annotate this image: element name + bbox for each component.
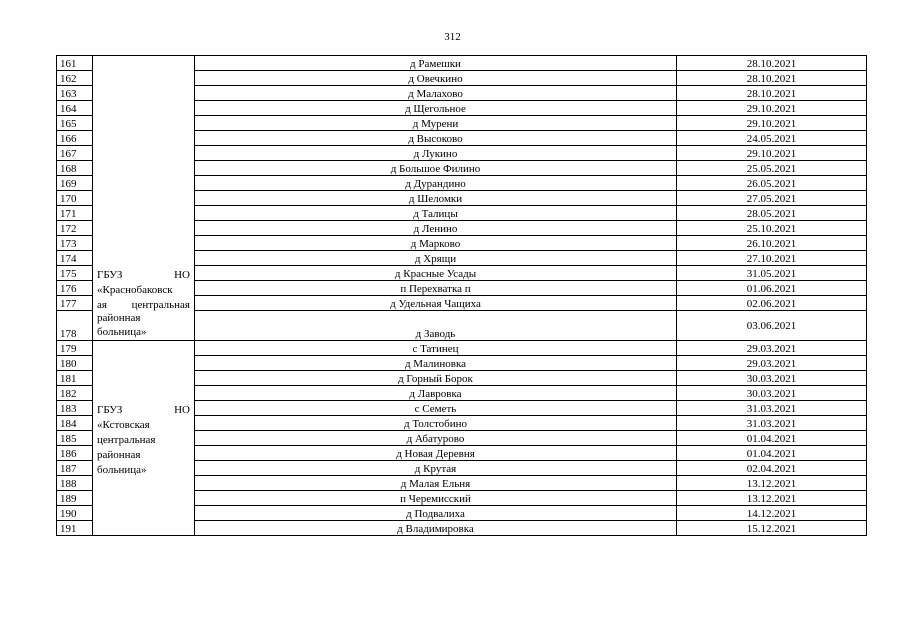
settlement-cell: д Малахово: [195, 86, 677, 101]
organization-line: районная: [97, 311, 141, 324]
row-number-cell: 161: [57, 56, 93, 71]
settlement-cell: д Абатурово: [195, 431, 677, 446]
organization-cell: [93, 56, 195, 71]
table-row: [57, 356, 867, 371]
organization-cell: «Краснобаковск: [93, 281, 195, 296]
organization-cell: [93, 356, 195, 371]
row-number-cell: 186: [57, 446, 93, 461]
table-row: [57, 521, 867, 536]
date-cell: 29.10.2021: [677, 116, 867, 131]
date-cell: 25.05.2021: [677, 161, 867, 176]
organization-cell: [93, 296, 195, 311]
organization-cell: [93, 311, 195, 341]
date-cell: 13.12.2021: [677, 476, 867, 491]
date-cell: 29.03.2021: [677, 356, 867, 371]
organization-word: НО: [174, 403, 190, 416]
settlement-cell: д Владимировка: [195, 521, 677, 536]
organization-cell: [93, 386, 195, 401]
date-cell: 28.10.2021: [677, 71, 867, 86]
date-cell: 13.12.2021: [677, 491, 867, 506]
settlement-cell: п Черемисский: [195, 491, 677, 506]
settlement-cell: д Малиновка: [195, 356, 677, 371]
date-cell: 02.06.2021: [677, 296, 867, 311]
table-row: [57, 191, 867, 206]
organization-cell: [93, 146, 195, 161]
settlement-cell: п Перехватка п: [195, 281, 677, 296]
settlement-cell: д Малая Ельня: [195, 476, 677, 491]
table-row: [57, 71, 867, 86]
table-row: [57, 221, 867, 236]
date-cell: 29.03.2021: [677, 341, 867, 356]
row-number-cell: 182: [57, 386, 93, 401]
organization-word: ая: [97, 298, 107, 311]
page-number: 312: [444, 31, 461, 43]
table-row: [57, 281, 867, 296]
settlement-cell: с Семеть: [195, 401, 677, 416]
row-number-cell: 187: [57, 461, 93, 476]
organization-cell: больница»: [93, 461, 195, 476]
organization-cell: [93, 266, 195, 281]
organization-cell: [93, 161, 195, 176]
row-number-cell: 172: [57, 221, 93, 236]
table-row: [57, 116, 867, 131]
settlement-cell: д Большое Филино: [195, 161, 677, 176]
table-row: [57, 176, 867, 191]
row-number-cell: 163: [57, 86, 93, 101]
settlement-cell: д Горный Борок: [195, 371, 677, 386]
date-cell: 25.10.2021: [677, 221, 867, 236]
settlement-cell: д Заводь: [195, 311, 677, 341]
date-cell: 01.04.2021: [677, 446, 867, 461]
organization-cell: [93, 191, 195, 206]
settlement-cell: д Талицы: [195, 206, 677, 221]
settlement-cell: д Лукино: [195, 146, 677, 161]
row-number-cell: 164: [57, 101, 93, 116]
table-row: [57, 506, 867, 521]
date-cell: 30.03.2021: [677, 386, 867, 401]
date-cell: 31.03.2021: [677, 401, 867, 416]
row-number-cell: 171: [57, 206, 93, 221]
date-cell: 14.12.2021: [677, 506, 867, 521]
table-row: [57, 401, 867, 416]
organization-word: ГБУЗ: [97, 268, 123, 281]
table-row: [57, 476, 867, 491]
row-number-cell: 185: [57, 431, 93, 446]
table-row: [57, 371, 867, 386]
organization-cell: районная: [93, 446, 195, 461]
organization-cell: [93, 521, 195, 536]
date-cell: 28.10.2021: [677, 86, 867, 101]
organization-cell: [93, 116, 195, 131]
organization-line: [97, 269, 190, 281]
settlement-cell: д Рамешки: [195, 56, 677, 71]
row-number-cell: 165: [57, 116, 93, 131]
organization-cell: [93, 71, 195, 86]
organization-word: НО: [174, 268, 190, 281]
table-row: [57, 431, 867, 446]
row-number-cell: 168: [57, 161, 93, 176]
settlement-cell: д Марково: [195, 236, 677, 251]
table-row: [57, 491, 867, 506]
row-number-cell: 189: [57, 491, 93, 506]
date-cell: 29.10.2021: [677, 101, 867, 116]
row-number-cell: 177: [57, 296, 93, 311]
organization-cell: [93, 101, 195, 116]
row-number-cell: 162: [57, 71, 93, 86]
row-number-cell: 176: [57, 281, 93, 296]
date-cell: 31.03.2021: [677, 416, 867, 431]
date-cell: 26.05.2021: [677, 176, 867, 191]
table-row: [57, 86, 867, 101]
date-cell: 15.12.2021: [677, 521, 867, 536]
organization-cell: [93, 206, 195, 221]
organization-cell: [93, 131, 195, 146]
row-number-cell: 169: [57, 176, 93, 191]
settlement-cell: д Ленино: [195, 221, 677, 236]
table-row: [57, 206, 867, 221]
organization-line: больница»: [97, 325, 147, 338]
settlement-cell: д Шеломки: [195, 191, 677, 206]
settlement-cell: д Новая Деревня: [195, 446, 677, 461]
table-row: [57, 131, 867, 146]
settlement-cell: д Лавровка: [195, 386, 677, 401]
settlement-cell: д Овечкино: [195, 71, 677, 86]
row-number-cell: 181: [57, 371, 93, 386]
settlement-cell: д Удельная Чащиха: [195, 296, 677, 311]
organization-cell: [93, 341, 195, 356]
row-number-cell: 179: [57, 341, 93, 356]
date-cell: 03.06.2021: [677, 311, 867, 341]
organization-cell: центральная: [93, 431, 195, 446]
table-row: [57, 236, 867, 251]
organization-cell: [93, 221, 195, 236]
settlement-cell: д Подвалиха: [195, 506, 677, 521]
organization-cell: [93, 251, 195, 266]
organization-line: [97, 299, 190, 311]
settlement-cell: д Высоково: [195, 131, 677, 146]
date-cell: 02.04.2021: [677, 461, 867, 476]
organization-cell: [93, 476, 195, 491]
row-number-cell: 178: [57, 311, 93, 341]
date-cell: 24.05.2021: [677, 131, 867, 146]
table-row: [57, 251, 867, 266]
organization-cell: [93, 506, 195, 521]
date-cell: 30.03.2021: [677, 371, 867, 386]
table-row: [57, 296, 867, 311]
row-number-cell: 173: [57, 236, 93, 251]
settlement-cell: д Дурандино: [195, 176, 677, 191]
date-cell: 01.06.2021: [677, 281, 867, 296]
organization-cell: [93, 236, 195, 251]
organization-word: ГБУЗ: [97, 403, 123, 416]
organization-cell: [93, 176, 195, 191]
table-row: [57, 386, 867, 401]
row-number-cell: 191: [57, 521, 93, 536]
organization-line: [97, 404, 190, 416]
settlement-cell: д Крутая: [195, 461, 677, 476]
settlement-schedule-table: [56, 55, 867, 536]
date-cell: 01.04.2021: [677, 431, 867, 446]
settlement-cell: д Мурени: [195, 116, 677, 131]
settlement-cell: д Толстобино: [195, 416, 677, 431]
row-number-cell: 170: [57, 191, 93, 206]
organization-word: центральная: [131, 298, 190, 311]
table-row: [57, 101, 867, 116]
table-row: [57, 161, 867, 176]
date-cell: 26.10.2021: [677, 236, 867, 251]
table-row: [57, 146, 867, 161]
row-number-cell: 175: [57, 266, 93, 281]
settlement-cell: д Щегольное: [195, 101, 677, 116]
row-number-cell: 190: [57, 506, 93, 521]
row-number-cell: 167: [57, 146, 93, 161]
date-cell: 28.05.2021: [677, 206, 867, 221]
table-row: [57, 446, 867, 461]
table-row: [57, 311, 867, 341]
row-number-cell: 188: [57, 476, 93, 491]
date-cell: 28.10.2021: [677, 56, 867, 71]
date-cell: 27.05.2021: [677, 191, 867, 206]
organization-cell: [93, 491, 195, 506]
table-row: [57, 461, 867, 476]
settlement-cell: д Хрящи: [195, 251, 677, 266]
table-row: [57, 56, 867, 71]
row-number-cell: 166: [57, 131, 93, 146]
table-row: [57, 266, 867, 281]
organization-cell: [93, 371, 195, 386]
table-row: [57, 341, 867, 356]
settlement-cell: д Красные Усады: [195, 266, 677, 281]
row-number-cell: 184: [57, 416, 93, 431]
organization-cell: [93, 401, 195, 416]
table-row: [57, 416, 867, 431]
row-number-cell: 180: [57, 356, 93, 371]
row-number-cell: 183: [57, 401, 93, 416]
date-cell: 31.05.2021: [677, 266, 867, 281]
date-cell: 27.10.2021: [677, 251, 867, 266]
settlement-cell: с Татинец: [195, 341, 677, 356]
date-cell: 29.10.2021: [677, 146, 867, 161]
organization-cell: «Кстовская: [93, 416, 195, 431]
table-body: [57, 56, 867, 536]
organization-cell: [93, 86, 195, 101]
row-number-cell: 174: [57, 251, 93, 266]
